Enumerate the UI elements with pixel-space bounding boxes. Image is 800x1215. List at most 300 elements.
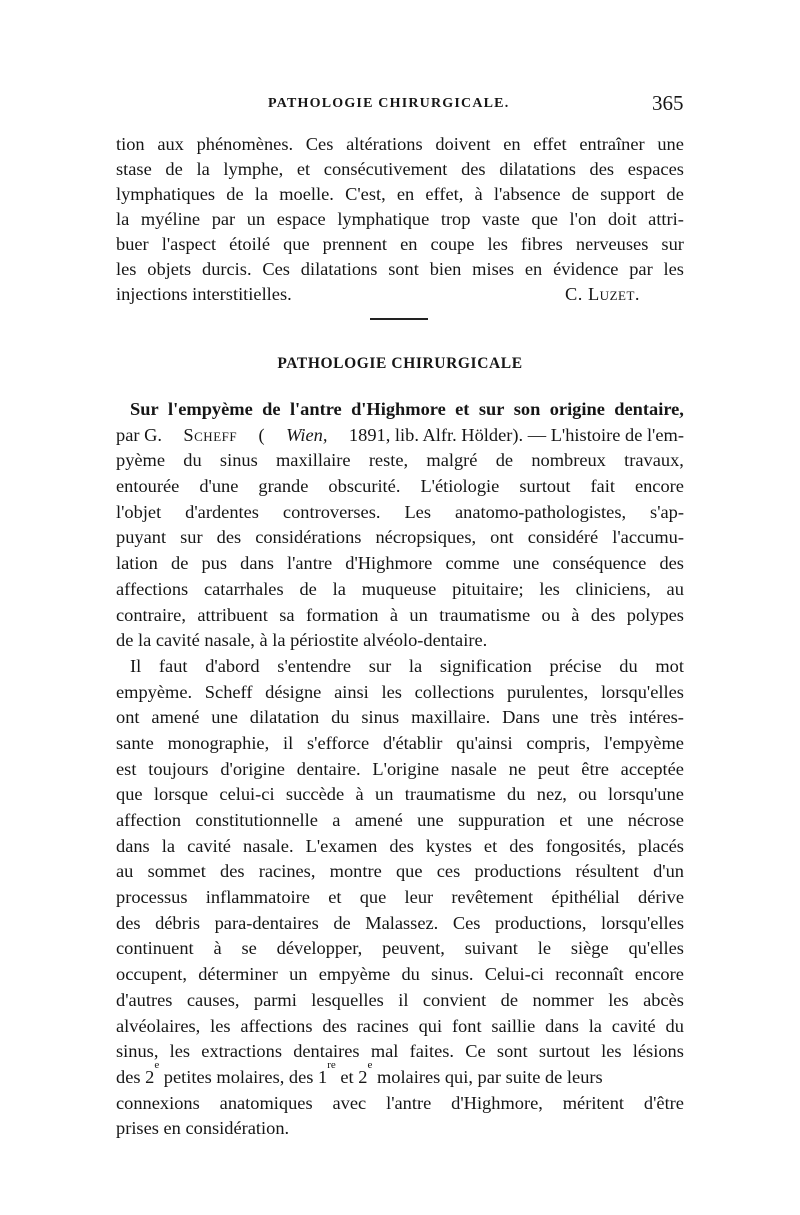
word: productions, (494, 912, 587, 933)
word: du (183, 450, 202, 471)
word: la (408, 655, 423, 676)
word: monographie, (167, 732, 270, 753)
word: en (524, 259, 543, 279)
word: effet (533, 134, 567, 154)
word: ne (508, 758, 526, 779)
word: l'absence (493, 184, 561, 204)
word: et (455, 399, 470, 419)
word: altérations (346, 134, 423, 154)
word: lorsque (153, 784, 209, 805)
word: fibres (520, 234, 563, 254)
word: reconnaît (555, 964, 624, 985)
word: des (389, 835, 414, 856)
word: et (296, 159, 311, 179)
continuation-paragraph (116, 132, 684, 307)
word: à (571, 604, 580, 625)
word: doit (607, 209, 637, 229)
word: faites. (409, 1041, 455, 1062)
word: Sur (130, 399, 159, 419)
text-line (116, 1058, 684, 1091)
page-number: 365 (652, 91, 684, 115)
word: puyant (116, 527, 167, 548)
word: sont (496, 1041, 528, 1062)
word: de (333, 912, 351, 933)
word: d'autres (116, 989, 173, 1010)
word: et (559, 810, 573, 830)
word: sante (116, 732, 154, 753)
word: compris, (526, 732, 591, 753)
word: consécutivement (323, 159, 448, 179)
word: à (355, 784, 364, 805)
word: d'Highmore, (451, 1092, 543, 1113)
word: de (299, 578, 317, 599)
text-run: des 2 (116, 1066, 155, 1087)
word: nombreux (531, 450, 606, 471)
word: saillie (491, 1015, 536, 1036)
text-line (116, 834, 684, 860)
word: trop (440, 209, 471, 229)
word: vaste (482, 209, 520, 229)
word: la (196, 159, 210, 179)
word: nerveuses (575, 234, 649, 254)
word: très (590, 707, 617, 728)
running-head (0, 92, 800, 116)
word: causes, (186, 989, 240, 1010)
word: peut (537, 758, 570, 779)
word: grande (258, 476, 309, 497)
text-run: et 2 (335, 1066, 368, 1087)
word: constitutionnelle (195, 810, 318, 830)
word: anatomiques (219, 1092, 313, 1113)
word: convient (422, 989, 487, 1010)
word: sur (478, 399, 505, 419)
text-line (116, 885, 684, 911)
word: celui-ci (219, 784, 275, 805)
word: mot (655, 655, 684, 676)
word: sur (180, 527, 203, 548)
section-title: PATHOLOGIE CHIRURGICALE (277, 355, 523, 372)
word: précise (549, 655, 602, 676)
word: extractions (201, 1041, 282, 1062)
text-line (116, 448, 684, 474)
word: processus (116, 887, 188, 908)
text-line (116, 423, 684, 449)
superscript: e (154, 1058, 160, 1071)
word: Il (130, 655, 142, 676)
word: des (220, 861, 245, 882)
word: maxillaire (276, 450, 351, 471)
word: malgré (426, 450, 478, 471)
word: se (241, 938, 257, 959)
word: productions (474, 861, 562, 882)
text-line (116, 1014, 684, 1040)
text-line (116, 654, 684, 680)
word: intéres- (628, 707, 684, 728)
text-line (116, 603, 684, 629)
word: nécrose (627, 810, 684, 830)
word: polypes (626, 604, 684, 625)
word: Ces (305, 134, 334, 154)
word: espaces (627, 159, 684, 179)
word: amené (354, 810, 403, 830)
word: empyème. (116, 681, 193, 702)
word: d'une (199, 476, 239, 497)
word: attri- (648, 209, 684, 229)
word: une (657, 134, 684, 154)
word: myéline (140, 209, 201, 229)
word: entraîner (579, 134, 645, 154)
word: traumatisme (404, 784, 496, 805)
word: d'origine (220, 758, 285, 779)
word: travaux, (624, 450, 684, 471)
word: dentaires (293, 1041, 360, 1062)
word: considéré (527, 527, 599, 548)
word: sa (279, 604, 295, 625)
word: succède (285, 784, 345, 805)
word: la (332, 578, 346, 599)
word: pus (201, 553, 228, 574)
word: cliniciens, (575, 578, 651, 599)
word: effet, (425, 184, 464, 204)
word: toujours (148, 758, 209, 779)
word: au (116, 861, 134, 882)
word: ou (541, 604, 560, 625)
word: qu'elles (628, 938, 684, 959)
text-line (116, 132, 684, 157)
word: leur (404, 887, 434, 908)
text-line (116, 232, 684, 257)
word: les (487, 234, 508, 254)
word: il (398, 989, 409, 1010)
word: stase (116, 159, 152, 179)
word: de (571, 184, 590, 204)
text-line (116, 157, 684, 182)
text-line (116, 282, 684, 307)
word: lation (116, 553, 158, 574)
word: les (539, 578, 560, 599)
word: nasale. (243, 835, 294, 856)
word: d'être (643, 1092, 684, 1113)
word: du (507, 784, 526, 805)
word: abcès (643, 989, 684, 1010)
text-line (116, 1039, 684, 1065)
word: suivant (464, 938, 518, 959)
word: moelle. (279, 184, 334, 204)
text-line (116, 859, 684, 885)
text-line (116, 577, 684, 603)
word: à (474, 184, 483, 204)
word: nécropsiques, (375, 527, 477, 548)
word: affection (116, 810, 182, 830)
word: l'empyème (604, 732, 684, 753)
text-run: molaires qui, par suite de leurs (372, 1066, 603, 1087)
text-line (116, 911, 684, 937)
text-line: prises en considération. (116, 1118, 290, 1139)
byline-prefix: par G. (116, 424, 162, 445)
word: maxillaire. (411, 707, 491, 728)
word: espace (276, 209, 326, 229)
word: lorsqu'elles (600, 681, 684, 702)
text-line: de la cavité nasale, à la périostite alvéolo-dentaire. (116, 630, 488, 651)
word: une (551, 707, 579, 728)
word: le (537, 938, 551, 959)
word: et (483, 835, 498, 856)
word: des (116, 912, 141, 933)
word: support (600, 184, 656, 204)
word: empyème (318, 964, 391, 985)
word: l'antre (289, 399, 342, 419)
word: a (332, 810, 341, 830)
word: en (396, 184, 415, 204)
word: acceptée (620, 758, 684, 779)
word: par (629, 259, 653, 279)
word: que (395, 861, 423, 882)
word: en (400, 234, 418, 254)
word: d'établir (382, 732, 443, 753)
word: sinus (219, 450, 258, 471)
word: d'Highmore (345, 553, 433, 574)
word: coupe (430, 234, 475, 254)
word: des (322, 1015, 347, 1036)
word: lymphatiques (116, 184, 216, 204)
word: sinus, (116, 1041, 159, 1062)
word: au (666, 578, 684, 599)
word: ont (490, 527, 514, 548)
word: du (619, 655, 638, 676)
word: faut (158, 655, 188, 676)
journal-name: Wien, (286, 424, 328, 445)
word: en (503, 134, 521, 154)
word: lorsqu'elles (600, 912, 684, 933)
word: être (581, 758, 609, 779)
word: qu'ainsi (456, 732, 513, 753)
word: les (608, 989, 629, 1010)
word: prennent (322, 234, 388, 254)
word: un (289, 964, 308, 985)
word: une (211, 707, 238, 728)
word: Ces (452, 912, 481, 933)
word: de (262, 399, 281, 419)
word: surtout (538, 1041, 590, 1062)
word: il (282, 732, 294, 753)
word: de (165, 159, 183, 179)
word: para-dentaires (214, 912, 319, 933)
text-line (116, 257, 684, 282)
word: lymphatique (337, 209, 430, 229)
word: suppuration (458, 810, 545, 830)
word: L'examen (305, 835, 378, 856)
word: lorsqu'une (608, 784, 684, 805)
word: un (246, 209, 266, 229)
word: l'antre (286, 553, 333, 574)
word: à (213, 938, 222, 959)
text-line (116, 782, 684, 808)
text-line (116, 705, 684, 731)
word: de (171, 553, 189, 574)
word: résultent (575, 861, 639, 882)
word: durcis. (202, 259, 252, 279)
word: mises (472, 259, 515, 279)
byline-rest: 1891, lib. Alfr. Hölder). — L'histoire de l'em- (348, 424, 684, 445)
word: conséquence (552, 553, 647, 574)
word: évidence (553, 259, 619, 279)
word: l'accumu- (612, 527, 684, 548)
word: s'entendre (277, 655, 352, 676)
word: son (513, 399, 541, 419)
word: doivent (435, 134, 491, 154)
word: est (116, 758, 137, 779)
word: du (331, 707, 350, 728)
running-title: PATHOLOGIE CHIRURGICALE. (268, 96, 510, 111)
word: d'Highmore (351, 399, 446, 419)
word: nasale (450, 758, 497, 779)
word: revêtement (451, 887, 534, 908)
word: peuvent, (382, 938, 445, 959)
word: bien (429, 259, 462, 279)
word: encore (634, 476, 684, 497)
author-signature: C. Luzet. (564, 284, 640, 304)
word: les (169, 1041, 191, 1062)
word: controverses. (282, 501, 381, 522)
word: nommer (532, 989, 594, 1010)
article (116, 397, 684, 1142)
word: l'antre (386, 1092, 432, 1113)
word: Ces (262, 259, 290, 279)
word: comme (445, 553, 500, 574)
word: Ce (465, 1041, 486, 1062)
word: les (663, 259, 684, 279)
word: amené (151, 707, 200, 728)
word: la (254, 184, 269, 204)
word: la (161, 835, 176, 856)
word: origine (549, 399, 605, 419)
word: dans (545, 1015, 579, 1036)
word: reste, (368, 450, 409, 471)
text-line (116, 962, 684, 988)
word: traumatisme (439, 604, 531, 625)
word: encore (634, 964, 684, 985)
word: sur (661, 234, 684, 254)
word: des (461, 159, 486, 179)
word: d'un (653, 861, 684, 882)
word: montre (329, 861, 382, 882)
word: formation (305, 604, 379, 625)
word: à (389, 604, 399, 625)
word: considérations (255, 527, 362, 548)
word: de (226, 184, 244, 204)
word: catarrhales (203, 578, 284, 599)
word: des (589, 159, 615, 179)
word: débris (155, 912, 201, 933)
word: d'abord (205, 655, 260, 676)
article-heading (116, 397, 684, 423)
word: sinus. (431, 964, 474, 985)
text-line (116, 474, 684, 500)
word: collections (414, 681, 495, 702)
word: lymphe, (223, 159, 284, 179)
word: surtout (519, 476, 571, 497)
word: du (665, 1015, 684, 1036)
word: continuent (116, 938, 194, 959)
text-line (116, 1091, 684, 1117)
word: dilatations (499, 159, 576, 179)
word: buer (116, 234, 149, 254)
word: des (216, 527, 242, 548)
text-line (116, 551, 684, 577)
word: que (531, 209, 558, 229)
word: épithélial (551, 887, 620, 908)
word: la (116, 209, 130, 229)
word: Malassez. (365, 912, 439, 933)
word: l'on (569, 209, 597, 229)
superscript: re (327, 1058, 336, 1071)
word: kystes (425, 835, 472, 856)
word: des (509, 835, 534, 856)
word: du (401, 964, 420, 985)
word: obscurité. (328, 476, 401, 497)
word: Scheff (204, 681, 253, 702)
word: pyème (116, 450, 166, 471)
word: nez, (536, 784, 567, 805)
word: une (512, 553, 540, 574)
word: une (417, 810, 444, 830)
word: connexions (116, 1092, 200, 1113)
word: anatomo-pathologistes, (454, 501, 627, 522)
word: désigne (265, 681, 322, 702)
text-line (116, 182, 684, 207)
word: Dans (502, 707, 540, 728)
word: s'ap- (650, 501, 684, 522)
word: Celui-ci (484, 964, 544, 985)
word: les (210, 1015, 231, 1036)
text-line (116, 680, 684, 706)
word: phénomènes. (196, 134, 294, 154)
word: sinus (361, 707, 400, 728)
word: les (381, 681, 402, 702)
word: placés (638, 835, 684, 856)
byline-paren: ( (258, 424, 265, 445)
word: l'empyème (168, 399, 253, 419)
word: dilatation (249, 707, 320, 728)
word: que (116, 784, 143, 805)
word: fongosités, (545, 835, 626, 856)
word: muqueuse (361, 578, 437, 599)
author-name: Scheff (183, 424, 238, 445)
word: les (116, 259, 137, 279)
text-line (116, 936, 684, 962)
word: pituitaire; (452, 578, 524, 599)
word: que (359, 887, 387, 908)
word: de (500, 989, 519, 1010)
last-line-text: injections interstitielles. (116, 284, 292, 304)
word: purulentes, (507, 681, 589, 702)
text-run: petites molaires, des 1 (159, 1066, 328, 1087)
word: de (666, 184, 684, 204)
word: de (495, 450, 514, 471)
word: s'efforce (306, 732, 370, 753)
text-line (116, 731, 684, 757)
word: font (451, 1015, 482, 1036)
word: parmi (253, 989, 297, 1010)
word: attribuent (197, 604, 268, 625)
word: et (328, 887, 342, 908)
word: affections (240, 1015, 313, 1036)
word: dentaire, (614, 399, 684, 419)
word: la (588, 1015, 602, 1036)
word: méritent (562, 1092, 625, 1113)
word: affections (116, 578, 189, 599)
text-line (116, 207, 684, 232)
